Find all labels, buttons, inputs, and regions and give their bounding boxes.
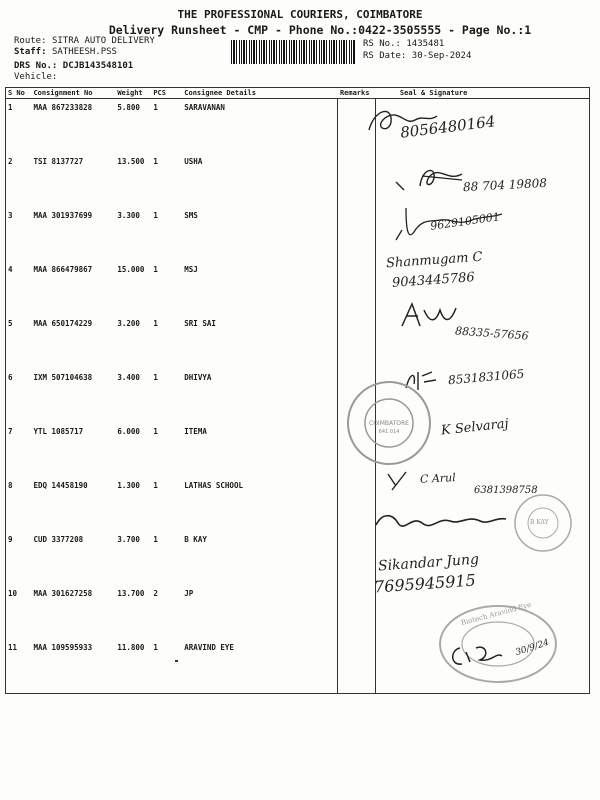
consignee-cell: USHA xyxy=(184,157,203,166)
weight-cell: 1.300 xyxy=(117,481,140,490)
rs-date-value: 30-Sep-2024 xyxy=(411,51,472,61)
barcode xyxy=(231,40,355,64)
table-row xyxy=(6,99,590,154)
vehicle-line: Vehicle: xyxy=(14,72,58,82)
weight-cell: 3.700 xyxy=(117,535,140,544)
drs-value: DCJB143548101 xyxy=(62,61,134,71)
consignment-cell: TSI 8137727 xyxy=(33,157,84,166)
col-remarks: Remarks xyxy=(338,88,376,99)
consignee-cell: SRI SAI xyxy=(184,319,216,328)
remarks-cell xyxy=(338,585,376,639)
company-title: THE PROFESSIONAL COURIERS, COIMBATORE xyxy=(177,8,423,21)
remarks-cell xyxy=(338,207,376,261)
consignee-cell: LATHAS SCHOOL xyxy=(184,481,243,490)
weight-cell: 15.000 xyxy=(117,265,145,274)
phone-row-4: 9043445786 xyxy=(391,270,476,291)
consignee-cell: SARAVANAN xyxy=(184,103,225,112)
consignee-cell: ARAVIND EYE xyxy=(184,643,234,652)
rs-no-value: 1435481 xyxy=(406,39,445,49)
remarks-cell xyxy=(338,315,376,369)
col-consignee: Consignee Details xyxy=(182,88,338,99)
consignee-cell: MSJ xyxy=(184,265,198,274)
sno-cell: 8 xyxy=(8,481,13,490)
phone-row-10: 7695945915 xyxy=(373,570,477,597)
phone-row-2: 88 704 19808 xyxy=(462,175,548,195)
pcs-cell: 1 xyxy=(153,157,158,166)
phone-row-6: 8531831065 xyxy=(447,366,525,388)
sno-cell: 11 xyxy=(8,643,18,652)
col-weight: Weight xyxy=(115,88,151,99)
signature-row-2 xyxy=(392,162,472,196)
weight-cell: 13.500 xyxy=(117,157,145,166)
bkay-stamp-text: B KAY xyxy=(530,519,549,526)
col-signature: Seal & Signature xyxy=(376,88,590,99)
remarks-cell xyxy=(338,153,376,207)
sno-cell: 4 xyxy=(8,265,13,274)
signature-row-9 xyxy=(372,505,512,537)
remarks-cell xyxy=(338,261,376,315)
consignment-cell: MAA 301937699 xyxy=(33,211,93,220)
name-row-7: K Selvaraj xyxy=(440,416,510,439)
consignment-cell: MAA 109595933 xyxy=(33,643,93,652)
company-seal-stamp xyxy=(344,378,434,468)
consignment-cell: YTL 1085717 xyxy=(33,427,84,436)
svg-text:641 014: 641 014 xyxy=(378,429,400,435)
runsheet-title: Delivery Runsheet - CMP - Phone No.:0422-3505555 - Page No.:1 xyxy=(108,23,532,37)
pcs-cell: 1 xyxy=(153,211,158,220)
pcs-cell: 1 xyxy=(153,265,158,274)
pcs-cell: 2 xyxy=(153,589,158,598)
table-row xyxy=(6,261,590,315)
phone-row-3: 9629105001 xyxy=(429,210,501,233)
remarks-cell xyxy=(338,639,376,694)
consignee-cell: JP xyxy=(184,589,194,598)
rs-no-line: RS No.: 1435481 xyxy=(363,39,445,49)
consignee-cell: DHIVYA xyxy=(184,373,212,382)
route-value: SITRA AUTO DELIVERY xyxy=(51,36,155,46)
col-consignment: Consignment No xyxy=(31,88,115,99)
consignment-cell: MAA 867233828 xyxy=(33,103,93,112)
sno-cell: 5 xyxy=(8,319,13,328)
weight-cell: 3.400 xyxy=(117,373,140,382)
signature-row-11 xyxy=(446,640,506,670)
rs-date-line: RS Date: 30-Sep-2024 xyxy=(363,51,472,61)
remarks-cell xyxy=(338,531,376,585)
weight-cell: 3.200 xyxy=(117,319,140,328)
weight-cell: 13.700 xyxy=(117,589,145,598)
sno-cell: 10 xyxy=(8,589,18,598)
sno-cell: 1 xyxy=(8,103,13,112)
consignee-cell: B KAY xyxy=(184,535,207,544)
signature-row-8 xyxy=(384,468,414,494)
table-row xyxy=(6,315,590,369)
pcs-cell: 1 xyxy=(153,535,158,544)
weight-cell: 3.300 xyxy=(117,211,140,220)
phone-row-8: 6381398758 xyxy=(474,485,538,496)
pcs-cell: 1 xyxy=(153,481,158,490)
phone-row-1: 8056480164 xyxy=(399,112,497,142)
consignment-cell: IXM 507104638 xyxy=(33,373,93,382)
col-pcs: PCS xyxy=(151,88,182,99)
staff-line: Staff: SATHEESH.PSS xyxy=(14,47,117,57)
sno-cell: 2 xyxy=(8,157,13,166)
sno-cell: 9 xyxy=(8,535,13,544)
drs-line: DRS No.: DCJB143548101 xyxy=(14,61,134,71)
sno-cell: 6 xyxy=(8,373,13,382)
pcs-cell: 1 xyxy=(153,103,158,112)
weight-cell: 6.000 xyxy=(117,427,140,436)
pcs-cell: 1 xyxy=(153,319,158,328)
sno-cell: 3 xyxy=(8,211,13,220)
svg-text:COIMBATORE: COIMBATORE xyxy=(369,420,409,427)
aravind-stamp-text: Biotech Aravind Eye xyxy=(460,600,533,628)
pcs-cell: 1 xyxy=(153,373,158,382)
weight-cell: 11.800 xyxy=(117,643,145,652)
staff-value: SATHEESH.PSS xyxy=(51,47,117,57)
route-line: Route: SITRA AUTO DELIVERY xyxy=(14,36,155,46)
consignment-cell: EDQ 14458190 xyxy=(33,481,88,490)
pcs-cell: 1 xyxy=(153,427,158,436)
name-row-4: Shanmugam C xyxy=(385,249,483,272)
name-row-10: Sikandar Jung xyxy=(377,551,480,575)
date-row-11: 30/9/24 xyxy=(514,637,551,659)
consignee-cell: SMS xyxy=(184,211,198,220)
col-sno: S No xyxy=(6,88,32,99)
pcs-cell: 1 xyxy=(153,643,158,652)
stray-mark xyxy=(175,660,178,662)
consignee-cell: ITEMA xyxy=(184,427,207,436)
consignment-cell: MAA 866479867 xyxy=(33,265,93,274)
name-row-8: C Arul xyxy=(419,471,457,486)
consignment-cell: MAA 301627258 xyxy=(33,589,93,598)
consignment-cell: MAA 650174229 xyxy=(33,319,93,328)
sno-cell: 7 xyxy=(8,427,13,436)
remarks-cell xyxy=(338,477,376,531)
consignment-cell: CUD 3377208 xyxy=(33,535,84,544)
table-row xyxy=(6,531,590,585)
phone-row-5: 88335-57656 xyxy=(454,324,530,343)
weight-cell: 5.800 xyxy=(117,103,140,112)
table-header-row xyxy=(6,88,590,99)
